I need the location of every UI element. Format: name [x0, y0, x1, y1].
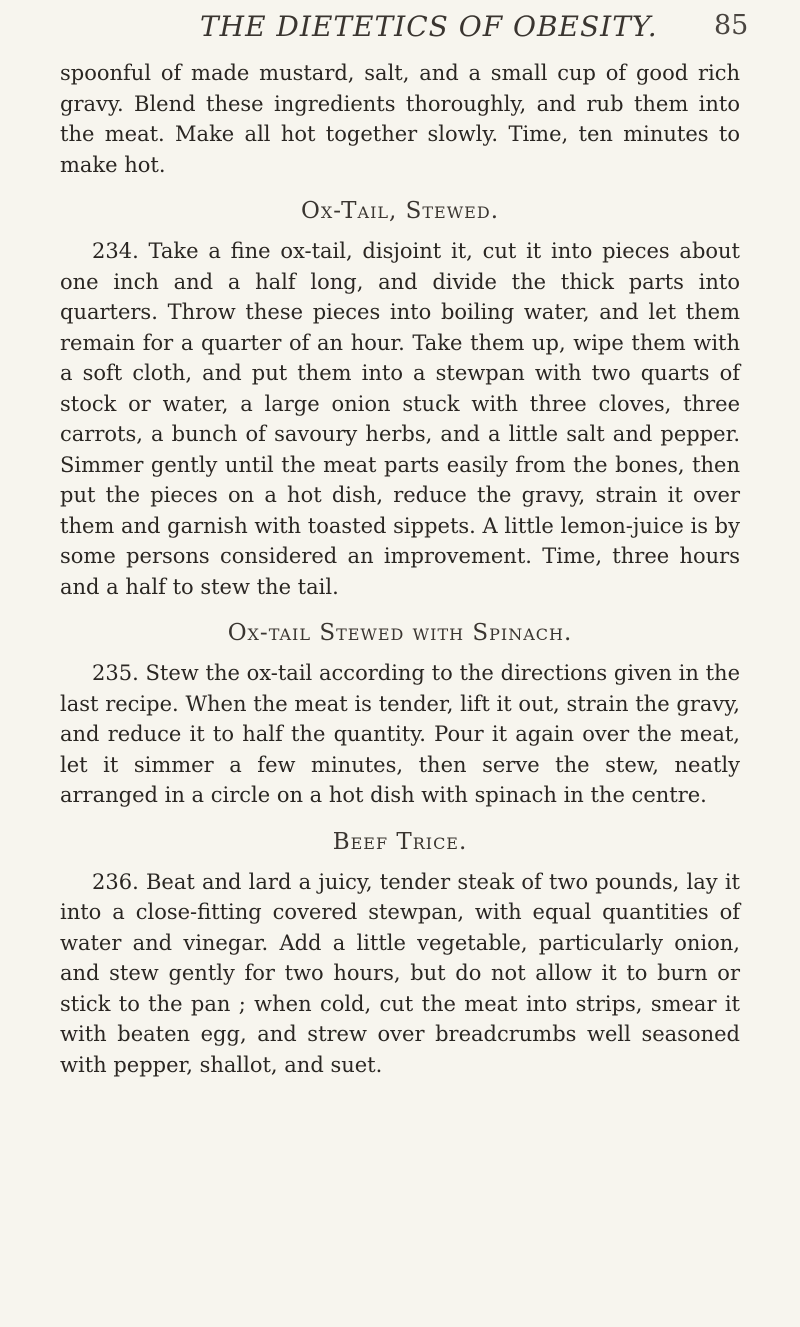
recipe-234-paragraph: 234. Take a fine ox-tail, disjoint it, cut it into pieces about one inch and a half long, and divide the thick parts into quarters. Throw these pieces into boiling water, and let them remain for a quarter of an hour. Take them up, wipe them with a soft cloth, and put them into a stewpan with two quarts of stock or water, a large onion stuck with three cloves, three carrots, a bunch of savoury herbs, and a little salt and pepper. Simmer gently until the meat parts easily from the bones, then put the pieces on a hot dish, reduce the gravy, strain it over them and garnish with toasted sippets. A little lemon-juice is by some persons considered an improvement. Time, three hours and a half to stew the tail. — [60, 239, 740, 599]
section-heading-ox-tail-spinach: Ox-tail Stewed with Spinach. — [227, 620, 573, 646]
section-heading-ox-tail-stewed: Ox-Tail, Stewed. — [300, 198, 500, 224]
continuation-paragraph: spoonful of made mustard, salt, and a small cup of good rich gravy. Blend these ingredients thoroughly, and rub them into the meat. Make all hot together slowly. Time, ten minutes to make hot. — [60, 61, 740, 177]
body-text — [60, 58, 740, 1080]
running-title: THE DIETETICS OF OBESITY. — [200, 10, 658, 43]
recipe-236-paragraph: 236. Beat and lard a juicy, tender steak of two pounds, lay it into a close-fitting covered stewpan, with equal quantities of water and vinegar. Add a little vegetable, particularly onion, and stew gently for two hours, but do not allow it to burn or stick to the pan ; when cold, cut the meat into strips, smear it with beaten egg, and strew over breadcrumbs well seasoned with pepper, shallot, and suet. — [60, 869, 740, 1077]
recipe-235-paragraph: 235. Stew the ox-tail according to the directions given in the last recipe. When the meat is tender, lift it out, strain the gravy, and reduce it to half the quantity. Pour it again over the meat, let it simmer a few minutes, then serve the stew, neatly arranged in a circle on a hot dish with spinach in the centre. — [60, 661, 740, 807]
page-number: 85 — [714, 10, 749, 41]
section-heading-beef-trice: Beef Trice. — [332, 828, 468, 855]
running-head — [0, 10, 800, 50]
